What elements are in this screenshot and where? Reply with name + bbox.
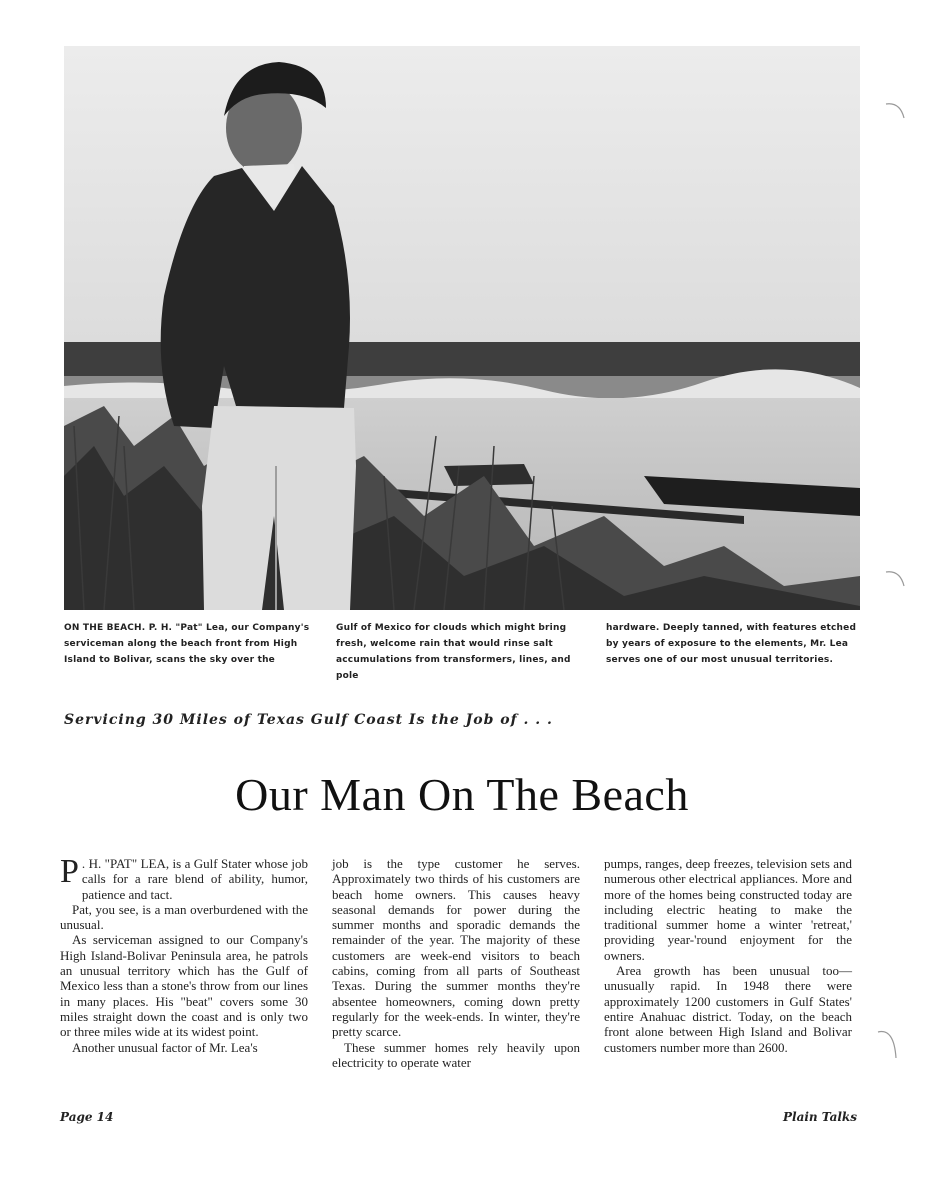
beach-photo	[64, 46, 860, 610]
paragraph: Pat, you see, is a man overburdened with the unusual.	[60, 901, 308, 933]
paragraph: pumps, ranges, deep freezes, television sets and numerous other electrical appliances. More and more of the homes being constructed today are including electric heating to make the traditional summer home a winter 'retreat,' providing year-'round enjoyment for the owners.	[604, 856, 853, 963]
paragraph: Another unusual factor of Mr. Lea's	[72, 1039, 258, 1055]
photo-caption-col3: hardware. Deeply tanned, with features etched by years of exposure to the elements, Mr. Lea serves one of our most unusual territories.	[606, 623, 857, 665]
paragraph: Area growth has been unusual too—unusually rapid. In 1948 there were approximately 1200 customers in Gulf States' entire Anahuac district. Today, on the beach front alone between High Island and Bolivar customers number more than 2600.	[604, 963, 852, 1055]
paragraph	[60, 853, 308, 902]
page-number: Page 14	[60, 1110, 114, 1124]
publication-name: Plain Talks	[782, 1110, 857, 1124]
paragraph: As serviceman assigned to our Company's High Island-Bolivar Peninsula area, he patrols an unusual territory which has the Gulf of Mexico less than a stone's throw from our lines in many places. His "beat" covers some 30 miles straight down the coast and is only two or three miles wide at its widest point.	[60, 932, 308, 1040]
article-column-1	[60, 853, 308, 1055]
photo-caption-col2: Gulf of Mexico for clouds which might bring fresh, welcome rain that would rinse salt accumulations from transformers, lines, and pole	[336, 623, 571, 681]
punch-hole-mark	[884, 568, 908, 588]
drop-cap: P	[60, 853, 79, 890]
article-headline: Our Man On The Beach	[235, 769, 689, 820]
punch-hole-mark	[884, 100, 908, 120]
kicker-line: Servicing 30 Miles of Texas Gulf Coast Is the Job of . . .	[64, 712, 553, 728]
article-column-3	[604, 856, 852, 1055]
punch-hole-mark	[876, 1026, 900, 1062]
article-column-2	[332, 856, 580, 1070]
photo-caption-col1: ON THE BEACH. P. H. "Pat" Lea, our Company's serviceman along the beach front from High Island to Bolivar, scans the sky over the	[64, 623, 310, 665]
paragraph-text: . H. "PAT" LEA, is a Gulf Stater whose job calls for a rare blend of ability, humor, patience and tact.	[81, 856, 308, 902]
paragraph: job is the type customer he serves. Approximately two thirds of his customers are beach home owners. This causes heavy seasonal demands for power during the summer months and sporadic demands the remainder of the year. The majority of these customers are week-end visitors to beach cabins, coming from all parts of Southeast Texas. During the summer months they're absentee homeowners, coming down pretty regularly for the week-ends. In winter, they're pretty scarce.	[332, 856, 580, 1040]
paragraph: These summer homes rely heavily upon electricity to operate water	[332, 1039, 580, 1070]
